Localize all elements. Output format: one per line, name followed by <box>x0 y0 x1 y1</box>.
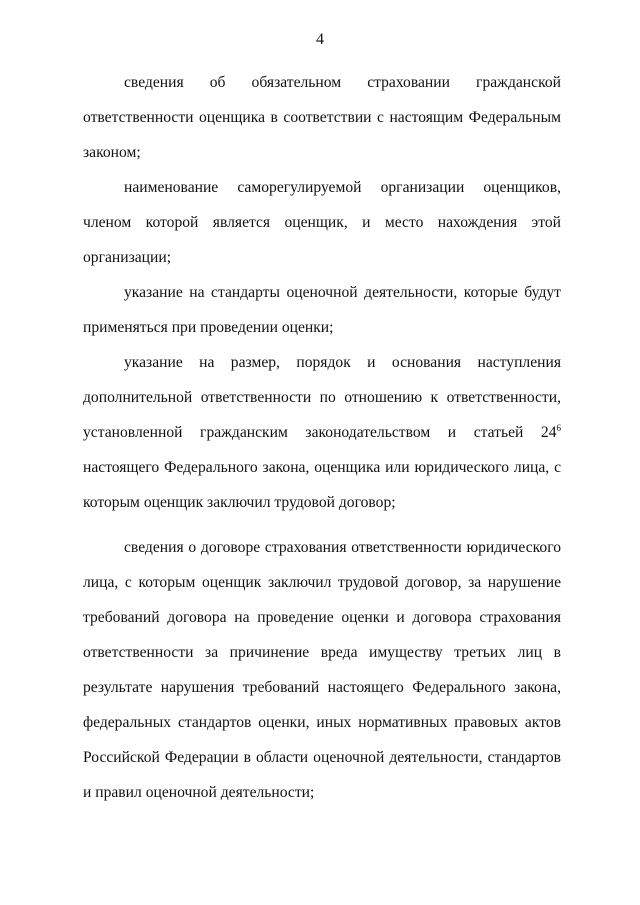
article-superscript: 6 <box>556 422 561 433</box>
paragraph-standards: указание на стандарты оценочной деятельности, которые будут применяться при проведении оценки; <box>83 284 561 336</box>
paragraph-additional-liability-text-after: настоящего Федерального закона, оценщика или юридического лица, с которым оценщик заключил трудовой договор; <box>83 459 561 511</box>
paragraph-sro-name: наименование саморегулируемой организации оценщиков, членом которой является оценщик, и место нахождения этой организации; <box>83 179 561 266</box>
page-number: 4 <box>316 31 324 48</box>
paragraph-additional-liability <box>83 345 561 520</box>
paragraph-additional-liability-text-before: указание на размер, порядок и основания наступления дополнительной ответственности по отношению к ответственности, установленной гражданским законодательством и статьей 24 <box>83 354 561 441</box>
document-body <box>83 65 561 810</box>
paragraph-legal-entity-insurance: сведения о договоре страхования ответственности юридического лица, с которым оценщик заключил трудовой договор, за нарушение требований договора на проведение оценки и договора страхования ответственности за причинение вреда имуществу третьих лиц в результате нарушения требований настоящего Федерального закона, федеральных стандартов оценки, иных нормативных правовых актов Российской Федерации в области оценочной деятельности, стандартов и правил оценочной деятельности; <box>83 539 561 801</box>
paragraph-insurance-info: сведения об обязательном страховании гражданской ответственности оценщика в соответствии с настоящим Федеральным законом; <box>83 74 561 161</box>
